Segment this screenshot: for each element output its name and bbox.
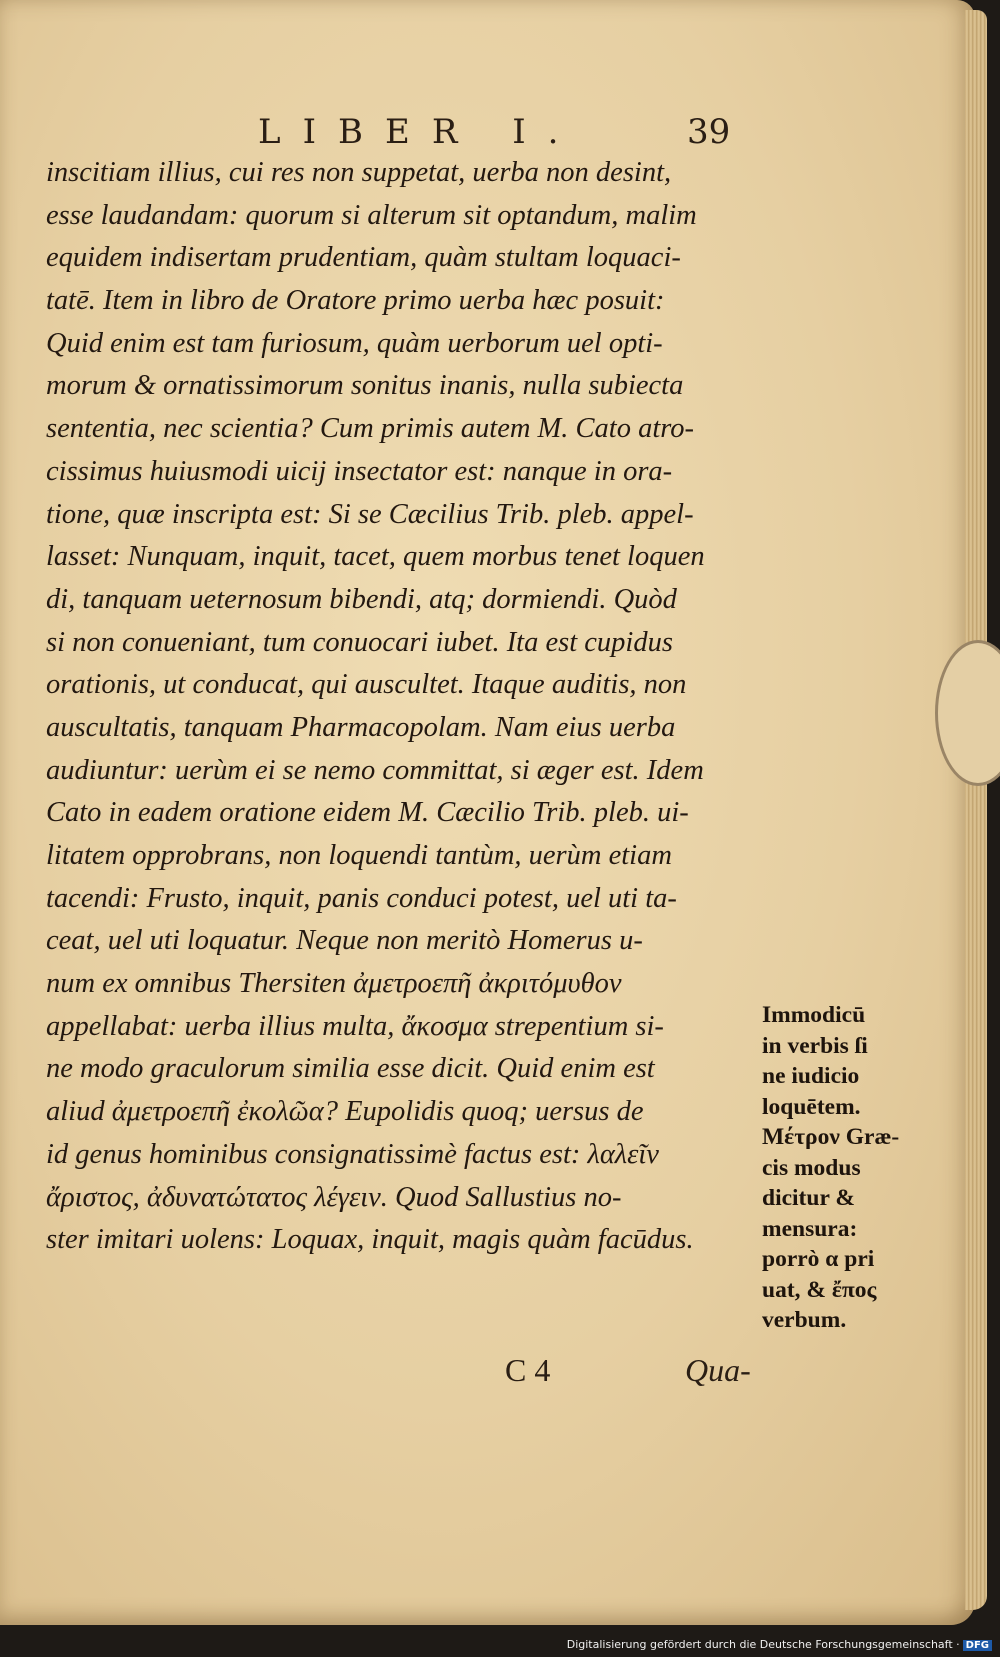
page-number: 39 xyxy=(687,112,731,152)
signature-mark: C 4 xyxy=(505,1352,551,1388)
text-line: di, tanquam ueternosum bibendi, atq; dormiendi. Quòd xyxy=(46,583,677,615)
text-line: tacendi: Frusto, inquit, panis conduci potest, uel uti ta- xyxy=(46,882,677,914)
text-line: esse laudandam: quorum si alterum sit optandum, malim xyxy=(46,199,697,231)
text-line: auscultatis, tanquam Pharmacopolam. Nam eius uerba xyxy=(46,711,676,743)
text-line: ceat, uel uti loquatur. Neque non meritò Homerus u- xyxy=(46,925,643,957)
text-line: orationis, ut conducat, qui auscultet. Itaque auditis, non xyxy=(46,669,687,701)
margin-line: cis modus xyxy=(762,1154,861,1181)
text-line: si non conueniant, tum conuocari iubet. Ita est cupidus xyxy=(46,626,673,658)
text-line: morum & ornatissimorum sonitus inanis, nulla subiecta xyxy=(46,370,684,402)
running-head: LIBER I. xyxy=(258,112,581,152)
credit-text: Digitalisierung gefördert durch die Deutsche Forschungsgemeinschaft · xyxy=(566,1638,960,1651)
dfg-logo-icon: DFG xyxy=(963,1640,992,1651)
margin-line: verbum. xyxy=(762,1307,847,1333)
text-line: appellabat: uerba illius multa, ἄκοσμα strepentium si- xyxy=(46,1010,664,1042)
main-text-block xyxy=(46,152,760,1262)
text-line: num ex omnibus Thersiten ἀμετροεπῆ ἀκριτόμυθον xyxy=(46,968,622,1000)
text-line: sententia, nec scientia? Cum primis autem M. Cato atro- xyxy=(46,413,695,445)
digitization-credit xyxy=(567,1638,992,1651)
text-line: audiuntur: uerùm ei se nemo committat, si æger est. Idem xyxy=(46,754,704,786)
page-fore-edge xyxy=(965,10,987,1610)
margin-line: dicitur & xyxy=(762,1185,855,1211)
margin-line: porrò α pri xyxy=(762,1246,875,1272)
text-line: inscitiam illius, cui res non suppetat, uerba non desint, xyxy=(46,157,672,188)
text-line: aliud ἀμετροεπῆ ἐκολῶα? Eupolidis quoq; uersus de xyxy=(46,1096,644,1128)
margin-line: Μέτρον Græ- xyxy=(762,1124,900,1150)
text-line: id genus hominibus consignatissimè factus est: λαλεῖν xyxy=(46,1138,659,1170)
text-line: cissimus huiusmodi uicij insectator est: nanque in ora- xyxy=(46,455,673,487)
margin-line: ne iudicio xyxy=(762,1063,860,1089)
text-line: tatē. Item in libro de Oratore primo uerba hæc posuit: xyxy=(46,285,665,317)
marginal-note xyxy=(762,1000,922,1336)
text-line: Cato in eadem oratione eidem M. Cæcilio Trib. pleb. ui- xyxy=(46,797,689,829)
text-line: lasset: Nunquam, inquit, tacet, quem morbus tenet loquen xyxy=(46,541,705,573)
margin-line: mensura: xyxy=(762,1215,858,1242)
thumb-tab-shadow xyxy=(935,640,1000,786)
text-line: ster imitari uolens: Loquax, inquit, magis quàm facūdus. xyxy=(46,1224,694,1256)
margin-line: loquētem. xyxy=(762,1093,861,1120)
text-line: litatem opprobrans, non loquendi tantùm, uerùm etiam xyxy=(46,840,672,871)
margin-line: uat, & ἔπος xyxy=(762,1276,877,1303)
text-line: ne modo graculorum similia esse dicit. Quid enim est xyxy=(46,1053,655,1085)
text-line: tione, quæ inscripta est: Si se Cæcilius Trib. pleb. appel- xyxy=(46,498,694,530)
margin-line: Immodicū xyxy=(762,1002,866,1028)
margin-line: in verbis ſi xyxy=(762,1032,868,1059)
text-line: equidem indisertam prudentiam, quàm stultam loquaci- xyxy=(46,242,681,274)
text-line: ἄριστος, ἀδυνατώτατος λέγειν. Quod Sallustius no- xyxy=(46,1181,622,1213)
text-line: Quid enim est tam furiosum, quàm uerborum uel opti- xyxy=(46,327,663,359)
catchword: Qua- xyxy=(685,1352,751,1388)
